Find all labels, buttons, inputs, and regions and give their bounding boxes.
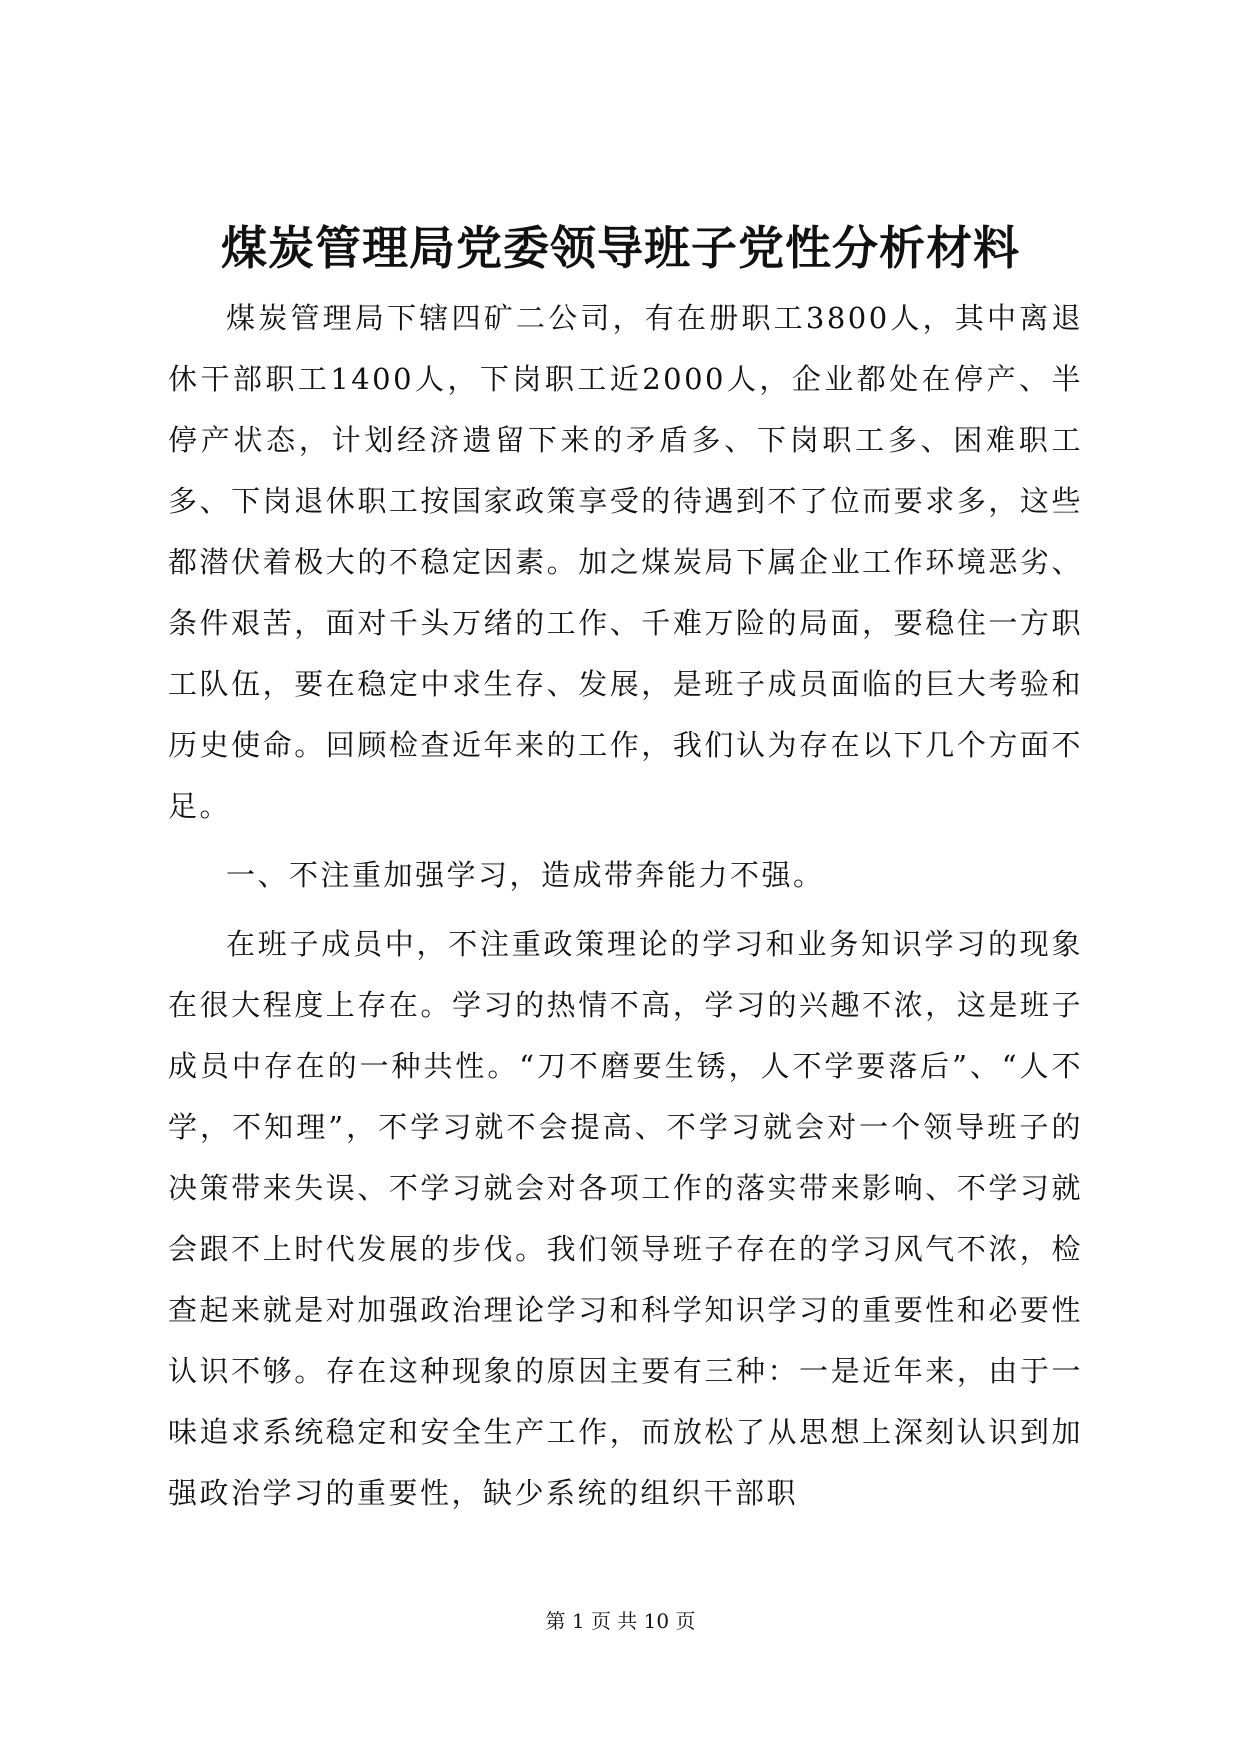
paragraph-section-1: 在班子成员中，不注重政策理论的学习和业务知识学习的现象在很大程度上存在。学习的热情不高，学习的兴趣不浓，这是班子成员中存在的一种共性。“刀不磨要生锈，人不学要落后”、“人不学，不知理”，不学习就不会提高、不学习就会对一个领导班子的决策带来失误、不学习就会对各项工作的落实带来影响、不学习就会跟不上时代发展的步伐。我们领导班子存在的学习风气不浓，检查起来就是对加强政治理论学习和科学知识学习的重要性和必要性认识不够。存在这种现象的原因主要有三种：一是近年来，由于一味追求系统稳定和安全生产工作，而放松了从思想上深刻认识到加强政治学习的重要性，缺少系统的组织干部职 — [168, 927, 1083, 1510]
document-body — [168, 288, 1083, 1524]
section-heading-1: 一、不注重加强学习，造成带奔能力不强。 — [226, 858, 825, 892]
paragraph-intro: 煤炭管理局下辖四矿二公司，有在册职工3800人，其中离退休干部职工1400人，下岗职工近2000人，企业都处在停产、半停产状态，计划经济遗留下来的矛盾多、下岗职工多、困难职工多、下岗退休职工按国家政策享受的待遇到不了位而要求多，这些都潜伏着极大的不稳定因素。加之煤炭局下属企业工作环境恶劣、条件艰苦，面对千头万绪的工作、千难万险的局面，要稳住一方职工队伍，要在稳定中求生存、发展，是班子成员面临的巨大考验和历史使命。回顾检查近年来的工作，我们认为存在以下几个方面不足。 — [168, 301, 1083, 823]
page-number-footer: 第 1 页 共 10 页 — [545, 1609, 696, 1633]
document-title: 煤炭管理局党委领导班子党性分析材料 — [221, 221, 1020, 275]
